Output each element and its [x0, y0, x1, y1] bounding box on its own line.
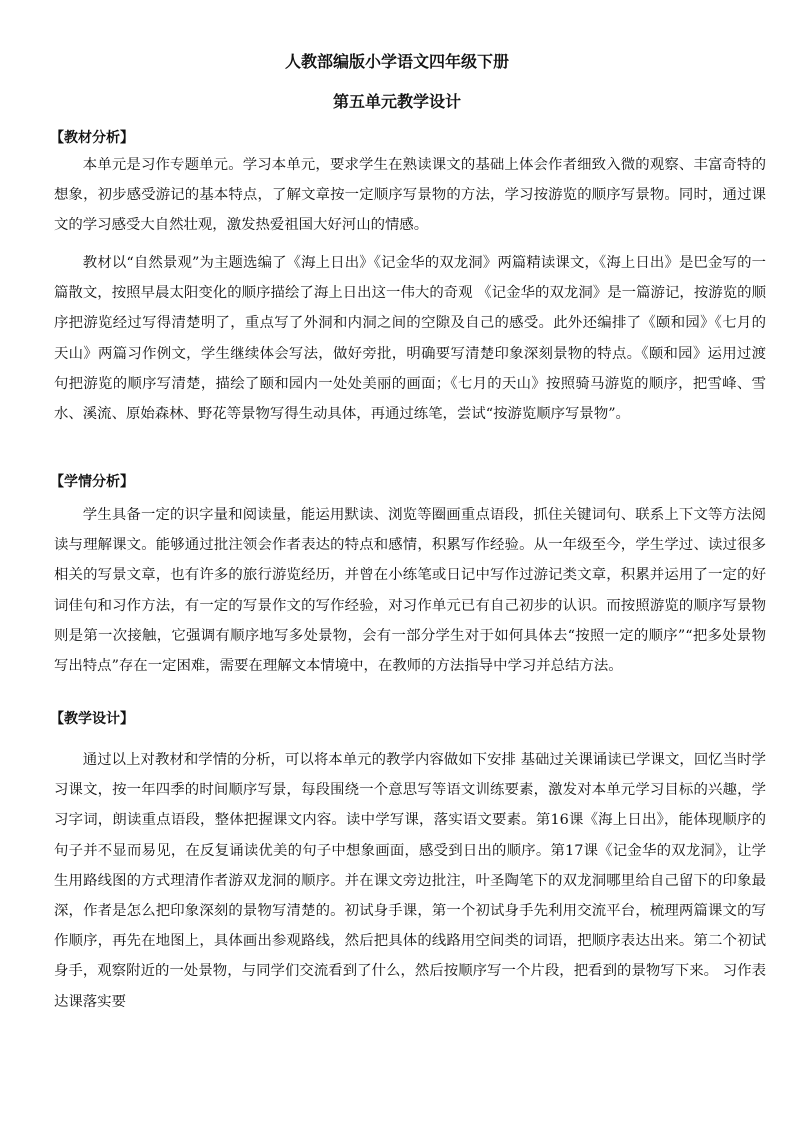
student-analysis-paragraph: 学生具备一定的识字量和阅读量，能运用默读、浏览等圈画重点语段，抓住关键词句、联系上下文等方法阅读与理解课文。能够通过批注领会作者表达的特点和感情，积累写作经验。从一年级至今，学生学过、读过很多相关的写景文章，也有许多的旅行游览经历，并曾在小练笔或日记中写作过游记类文章，积累并运用了一定的好词佳句和习作方法，有一定的写景作文的写作经验，对习作单元已有自己初步的认识。而按照游览的顺序写景物则是第一次接触，它强调有顺序地写多处景物，会有一部分学生对于如何具体去“按照一定的顺序”“把多处景物写出特点”存在一定困难，需要在理解文本情境中，在教师的方法指导中学习并总结方法。: [54, 507, 766, 675]
document-subtitle: 第五单元教学设计: [332, 92, 461, 111]
section-heading-material-analysis: 【教材分析】: [50, 130, 134, 146]
teaching-design-paragraph: 通过以上对教材和学情的分析，可以将本单元的教学内容做如下安排 基础过关课诵读已学课文，回忆当时学习课文，按一年四季的时间顺序写景，每段围绕一个意思写等语文训练要素，激发对本单元学习目标的兴趣，学习字词，朗读重点语段，整体把握课文内容。读中学写课，落实语文要素。第16课《海上日出》，能体现顺序的句子并不显而易见，在反复诵读优美的句子中想象画面，感受到日出的顺序。第17课《记金华的双龙洞》，让学生用路线图的方式理清作者游双龙洞的顺序。并在课文旁边批注，叶圣陶笔下的双龙洞哪里给自己留下的印象最深，作者是怎么把印象深刻的景物写清楚的。初试身手课，第一个初试身手先利用交流平台，梳理两篇课文的写作顺序，再先在地图上，具体画出参观路线，然后把具体的线路用空间类的词语，把顺序表达出来。第二个初试身手，观察附近的一处景物，与同学们交流看到了什么，然后按顺序写一个片段，把看到的景物写下来。 习作表达课落实要: [54, 752, 766, 1010]
material-analysis-paragraph-1: 本单元是习作专题单元。学习本单元，要求学生在熟读课文的基础上体会作者细致入微的观察、丰富奇特的想象，初步感受游记的基本特点，了解文章按一定顺序写景物的方法，学习按游览的顺序写景物。同时，通过课文的学习感受大自然壮观，激发热爱祖国大好河山的情感。: [54, 157, 766, 234]
material-analysis-paragraph-2: 教材以“自然景观”为主题选编了《海上日出》《记金华的双龙洞》两篇精读课文，《海上日出》是巴金写的一篇散文，按照早晨太阳变化的顺序描绘了海上日出这一伟大的奇观 《记金华的双龙洞》是一篇游记，按游览的顺序把游览经过写得清楚明了，重点写了外洞和内洞之间的空隙及自己的感受。此外还编排了《颐和园》《七月的天山》两篇习作例文，学生继续体会写法，做好旁批，明确要写清楚印象深刻景物的特点。《颐和园》运用过渡句把游览的顺序写清楚，描绘了颐和园内一处处美丽的画面；《七月的天山》按照骑马游览的顺序，把雪峰、雪水、溪流、原始森林、野花等景物写得生动具体，再通过练笔，尝试“按游览顺序写景物”。: [54, 255, 766, 423]
section-heading-student-analysis: 【学情分析】: [50, 474, 134, 490]
document-title: 人教部编版小学语文四年级下册: [284, 52, 509, 71]
section-heading-teaching-design: 【教学设计】: [50, 711, 134, 727]
